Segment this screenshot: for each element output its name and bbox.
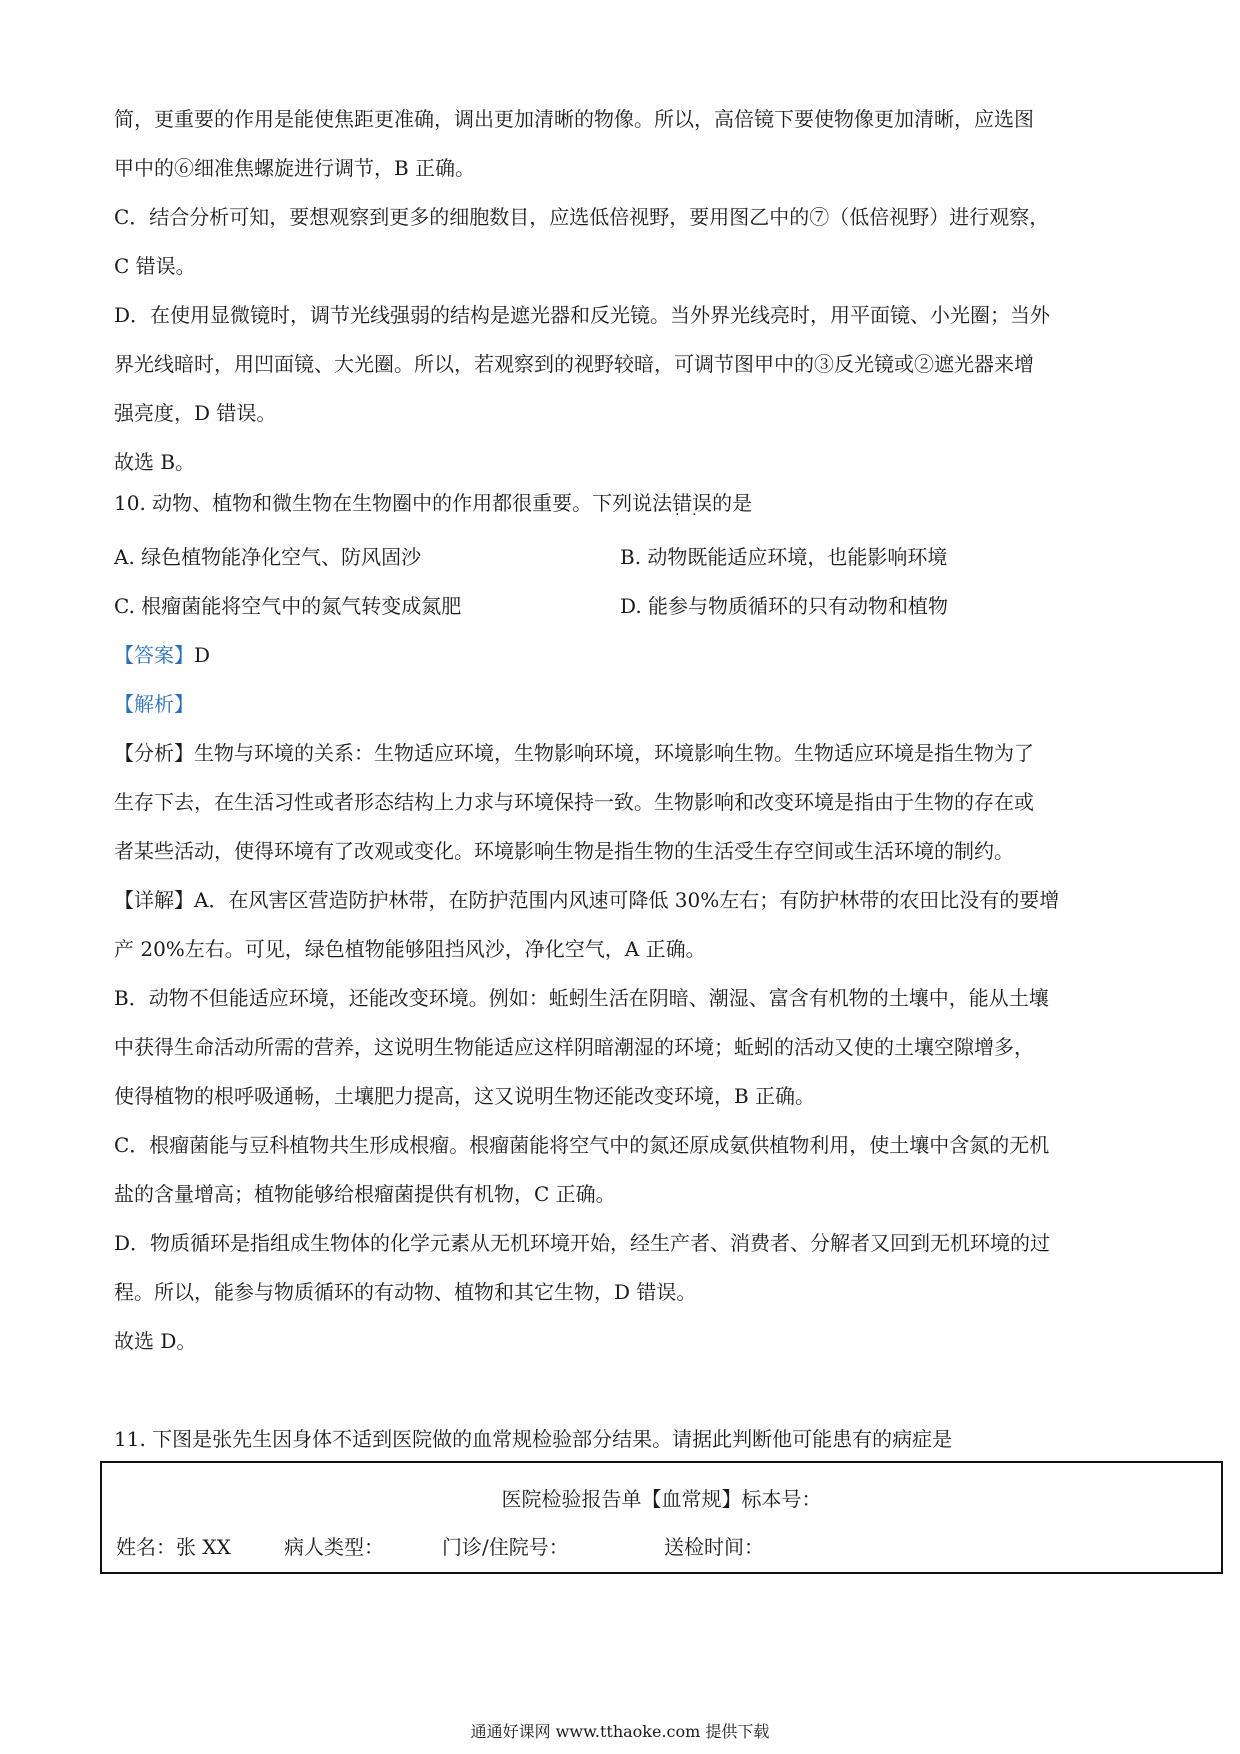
answer-line bbox=[114, 643, 210, 667]
paragraph-line: 界光线暗时，用凹面镜、大光圈。所以，若观察到的视野较暗，可调节图甲中的③反光镜或②遮光器来增 bbox=[114, 352, 1034, 376]
report-field-id: 门诊/住院号： bbox=[442, 1535, 569, 1559]
analysis-line: 程。所以，能参与物质循环的有动物、植物和其它生物，D 错误。 bbox=[114, 1280, 697, 1304]
paragraph-line: 故选 B。 bbox=[114, 450, 196, 474]
analysis-line: 产 20%左右。可见，绿色植物能够阻挡风沙，净化空气，A 正确。 bbox=[114, 937, 706, 961]
analysis-line: 盐的含量增高；植物能够给根瘤菌提供有机物，C 正确。 bbox=[114, 1182, 616, 1206]
answer-label: 【答案】 bbox=[114, 643, 194, 667]
page-footer: 通通好课网 www.tthaoke.com 提供下载 bbox=[470, 1722, 770, 1741]
paragraph-line: C．结合分析可知，要想观察到更多的细胞数目，应选低倍视野，要用图乙中的⑦（低倍视野）进行观察， bbox=[114, 205, 1050, 229]
report-title: 医院检验报告单【血常规】标本号： bbox=[501, 1487, 822, 1511]
option-d: D. 能参与物质循环的只有动物和植物 bbox=[620, 594, 949, 618]
paragraph-line: 甲中的⑥细准焦螺旋进行调节，B 正确。 bbox=[114, 156, 476, 180]
emphasis-word: 错误 · · bbox=[672, 491, 712, 515]
analysis-line: 【详解】A．在风害区营造防护林带，在防护范围内风速可降低 30%左右；有防护林带的农田比没有的要增 bbox=[114, 888, 1060, 912]
lab-report-box bbox=[100, 1461, 1223, 1574]
option-a: A. 绿色植物能净化空气、防风固沙 bbox=[114, 545, 422, 569]
paragraph-line: 简，更重要的作用是能使焦距更准确，调出更加清晰的物像。所以，高倍镜下要使物像更加清晰，应选图 bbox=[114, 107, 1034, 131]
question-11-stem: 11. 下图是张先生因身体不适到医院做的血常规检验部分结果。请据此判断他可能患有的病症是 bbox=[114, 1427, 953, 1451]
analysis-line: C．根瘤菌能与豆科植物共生形成根瘤。根瘤菌能将空气中的氮还原成氨供植物利用，使土壤中含氮的无机 bbox=[114, 1133, 1050, 1157]
answer-value: D bbox=[194, 643, 211, 667]
analysis-line: B．动物不但能适应环境，还能改变环境。例如：蚯蚓生活在阴暗、潮湿、富含有机物的土壤中，能从土壤 bbox=[114, 986, 1049, 1010]
report-field-name: 姓名：张 XX bbox=[116, 1535, 231, 1559]
paragraph-line: D．在使用显微镜时，调节光线强弱的结构是遮光器和反光镜。当外界光线亮时，用平面镜、小光圈；当外 bbox=[114, 303, 1051, 327]
option-c: C. 根瘤菌能将空气中的氮气转变成氮肥 bbox=[114, 594, 462, 618]
report-field-type: 病人类型： bbox=[284, 1535, 384, 1559]
analysis-line: D．物质循环是指组成生物体的化学元素从无机环境开始，经生产者、消费者、分解者又回到无机环境的过 bbox=[114, 1231, 1051, 1255]
question-stem-text: 10. 动物、植物和微生物在生物圈中的作用都很重要。下列说法 bbox=[114, 491, 673, 515]
analysis-line: 【分析】生物与环境的关系：生物适应环境，生物影响环境，环境影响生物。生物适应环境是指生物为了 bbox=[114, 741, 1034, 765]
question-10-stem bbox=[114, 491, 752, 515]
question-stem-text: 的是 bbox=[712, 491, 753, 515]
option-b: B. 动物既能适应环境，也能影响环境 bbox=[620, 545, 948, 569]
paragraph-line: C 错误。 bbox=[114, 254, 196, 278]
analysis-line: 故选 D。 bbox=[114, 1329, 197, 1353]
analysis-line: 者某些活动，使得环境有了改观或变化。环境影响生物是指生物的生活受生存空间或生活环境的制约。 bbox=[114, 839, 1014, 863]
analysis-line: 生存下去，在生活习性或者形态结构上力求与环境保持一致。生物影响和改变环境是指由于生物的存在或 bbox=[114, 790, 1034, 814]
report-field-time: 送检时间： bbox=[664, 1535, 764, 1559]
analysis-line: 中获得生命活动所需的营养，这说明生物能适应这样阴暗潮湿的环境；蚯蚓的活动又使的土壤空隙增多， bbox=[114, 1035, 1034, 1059]
paragraph-line: 强亮度，D 错误。 bbox=[114, 401, 277, 425]
analysis-label: 【解析】 bbox=[114, 692, 194, 716]
analysis-line: 使得植物的根呼吸通畅，土壤肥力提高，这又说明生物还能改变环境，B 正确。 bbox=[114, 1084, 816, 1108]
